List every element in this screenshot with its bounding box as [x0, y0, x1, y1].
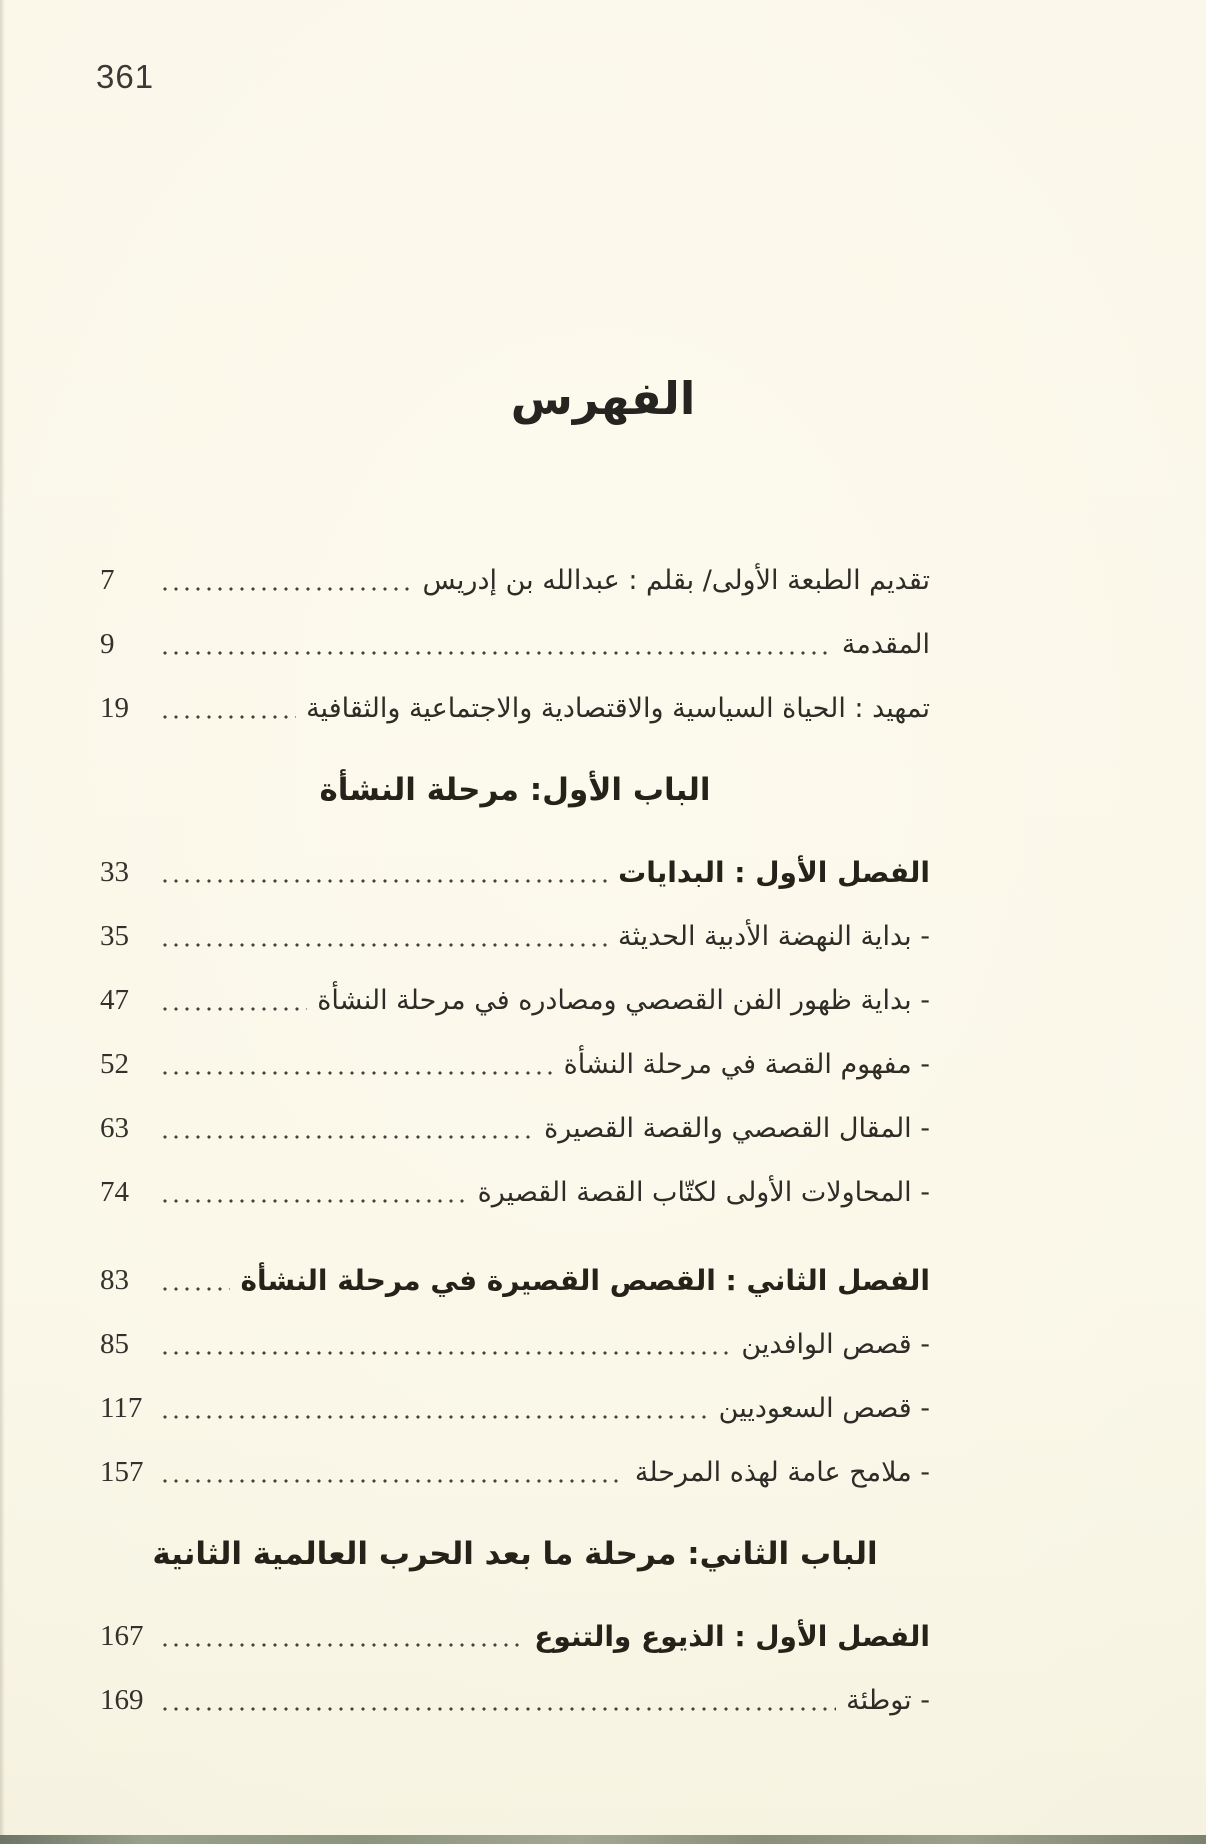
toc-entry [100, 1376, 930, 1440]
scan-edge-bottom-artifact [0, 1835, 1206, 1844]
toc-entry-label: - مفهوم القصة في مرحلة النشأة [563, 1048, 930, 1080]
toc-entry [100, 1096, 930, 1160]
toc-entry-page: 74 [100, 1175, 129, 1208]
dot-leader [160, 877, 608, 885]
dot-leader [160, 1413, 709, 1421]
toc-section-heading-text: الباب الأول: مرحلة النشأة [319, 772, 711, 808]
toc-entry-label: الفصل الثاني : القصص القصيرة في مرحلة النشأة [240, 1263, 930, 1297]
toc-entry [100, 904, 930, 968]
toc-entry-page: 167 [100, 1619, 144, 1652]
toc-entry [100, 1668, 930, 1732]
toc-entry [100, 548, 930, 612]
toc-entry [100, 1440, 930, 1504]
toc-entry [100, 676, 930, 740]
dot-leader [160, 1349, 731, 1357]
toc-entry-label: - قصص الوافدين [741, 1328, 930, 1360]
toc-section-heading [100, 740, 930, 840]
toc-entry [100, 840, 930, 904]
toc-section-heading [100, 1504, 930, 1604]
dot-leader [160, 1477, 625, 1485]
page-title: الفهرس [510, 372, 696, 425]
toc-entry-label: تمهيد : الحياة السياسية والاقتصادية والاجتماعية والثقافية [306, 692, 930, 724]
toc-entry-label: تقديم الطبعة الأولى/ بقلم : عبدالله بن إدريس [422, 564, 930, 596]
dot-leader [160, 1197, 468, 1205]
dot-leader [160, 1641, 524, 1649]
dot-leader [160, 1705, 836, 1713]
toc-entry-page: 83 [100, 1263, 129, 1296]
toc-entry-page: 157 [100, 1455, 144, 1488]
dot-leader [160, 1005, 307, 1013]
toc-entry [100, 612, 930, 676]
toc-entry-label: الفصل الأول : البدايات [618, 855, 930, 889]
dot-leader [160, 585, 412, 593]
toc-list [100, 548, 930, 1732]
toc-entry-page: 169 [100, 1683, 144, 1716]
toc-entry-label: - المحاولات الأولى لكتّاب القصة القصيرة [477, 1176, 930, 1208]
dot-leader [160, 941, 608, 949]
dot-leader [160, 713, 296, 721]
toc-entry-page: 19 [100, 691, 129, 724]
page-number: 361 [96, 58, 155, 95]
dot-leader [160, 1285, 230, 1293]
toc-entry-page: 35 [100, 919, 129, 952]
dot-leader [160, 649, 832, 657]
dot-leader [160, 1069, 554, 1077]
toc-entry [100, 1312, 930, 1376]
toc-entry-label: - بداية النهضة الأدبية الحديثة [618, 920, 930, 952]
toc-entry-label: - بداية ظهور الفن القصصي ومصادره في مرحلة النشأة [317, 984, 930, 1016]
toc-entry-page: 85 [100, 1327, 129, 1360]
toc-entry-label: المقدمة [841, 628, 930, 660]
toc-section-heading-text: الباب الثاني: مرحلة ما بعد الحرب العالمية الثانية [152, 1536, 878, 1572]
toc-entry-page: 117 [100, 1391, 143, 1424]
toc-entry-label: الفصل الأول : الذيوع والتنوع [534, 1619, 930, 1653]
toc-entry-page: 63 [100, 1111, 129, 1144]
toc-entry-label: - ملامح عامة لهذه المرحلة [634, 1456, 930, 1488]
toc-entry-page: 33 [100, 855, 129, 888]
toc-entry [100, 968, 930, 1032]
toc-entry-page: 47 [100, 983, 129, 1016]
toc-entry [100, 1032, 930, 1096]
scan-edge-left-artifact [0, 0, 5, 1844]
toc-entry-page: 7 [100, 563, 115, 596]
toc-entry-page: 52 [100, 1047, 129, 1080]
dot-leader [160, 1133, 534, 1141]
toc-entry [100, 1160, 930, 1224]
toc-entry-page: 9 [100, 627, 115, 660]
toc-entry [100, 1248, 930, 1312]
toc-entry-label: - قصص السعوديين [718, 1392, 930, 1424]
toc-entry-label: - توطئة [846, 1684, 930, 1716]
toc-entry-label: - المقال القصصي والقصة القصيرة [544, 1112, 930, 1144]
toc-entry [100, 1604, 930, 1668]
